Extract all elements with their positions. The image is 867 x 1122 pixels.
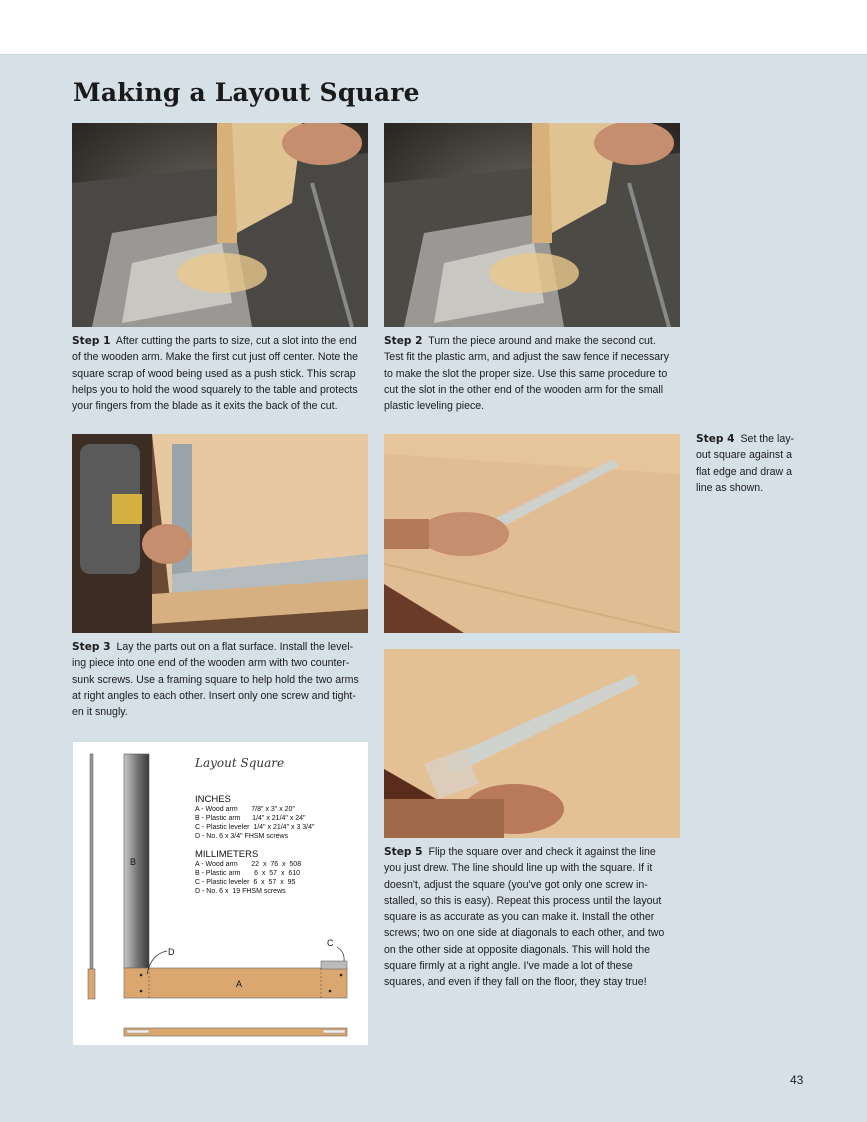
step1-photo xyxy=(72,123,368,327)
screw-d2 xyxy=(140,990,143,993)
screw-c1 xyxy=(340,974,343,977)
inches-row: C - Plastic leveler 1/4" x 21/4" x 3 3/4" xyxy=(195,824,315,831)
step3-label: Step 3 xyxy=(72,641,111,653)
mm-row: C - Plastic leveler 6 x 57 x 95 xyxy=(195,879,296,886)
plastic-arm-b xyxy=(124,754,149,968)
screw-d1 xyxy=(140,974,143,977)
inches-heading: INCHES xyxy=(195,794,231,805)
step3-photo xyxy=(72,434,368,633)
step1-caption: Step 1 After cutting the parts to size, cut a slot into the end of the wooden arm. Make the first cut just off center. Note the square scrap of wood being used as a push stick. This scrap helps you to hold the wood squarely to the table and protects your fingers from the blade as it exits the back of the cut. xyxy=(72,335,358,413)
page-number: 43 xyxy=(790,1073,804,1087)
screw-c2 xyxy=(329,990,332,993)
page-title: Making a Layout Square xyxy=(73,78,420,107)
label-a: A xyxy=(236,979,243,989)
inches-row: D - No. 6 x 3/4" FHSM screws xyxy=(195,833,289,840)
step4-label: Step 4 xyxy=(696,433,735,445)
top-margin xyxy=(0,0,867,55)
plastic-leveler-c xyxy=(321,961,347,969)
step4-photo xyxy=(384,434,680,633)
step3-caption: Step 3 Lay the parts out on a flat surface. Install the level- ing piece into one end of the wooden arm with two counter- sunk screws. Use a framing square to help hold the two arms at right angles to each other. Insert only one screw and tight- en it snugly. xyxy=(72,641,359,719)
step5-photo xyxy=(384,649,680,838)
inches-row: A - Wood arm 7/8" x 3" x 20" xyxy=(195,806,295,813)
mm-row: A - Wood arm 22 x 76 x 508 xyxy=(195,861,302,868)
step4-caption: Step 4 Set the lay- out square against a flat edge and draw a line as shown. xyxy=(696,433,795,494)
side-view-wood-end xyxy=(88,969,95,999)
side-view-plastic xyxy=(90,754,93,969)
diagram-title: Layout Square xyxy=(195,756,285,770)
mm-row: B - Plastic arm 6 x 57 x 610 xyxy=(195,870,301,877)
label-d: D xyxy=(168,947,175,957)
mm-row: D - No. 6 x 19 FHSM screws xyxy=(195,888,286,895)
bottom-view-wood xyxy=(124,1028,347,1036)
inches-row: B - Plastic arm 1/4" x 21/4" x 24" xyxy=(195,815,306,822)
label-c: C xyxy=(327,938,334,948)
step2-photo xyxy=(384,123,680,327)
step2-label: Step 2 xyxy=(384,335,423,347)
step1-label: Step 1 xyxy=(72,335,111,347)
step2-caption: Step 2 Turn the piece around and make the second cut. Test fit the plastic arm, and adjust the saw fence if necessary to make the slot the proper size. Use this same procedure to cut the slot in the other end of the wooden arm for the small plastic leveling piece. xyxy=(384,335,669,413)
mm-heading: MILLIMETERS xyxy=(195,849,259,860)
layout-square-diagram xyxy=(73,742,368,1045)
step5-caption: Step 5 Flip the square over and check it against the line you just drew. The line should line up with the square. If it doesn't, adjust the square (you've got only one screw in- stalled, so this is easy). Repeat this process until the layout square is as accurate as you can make it. Install the other screws; two on one side at diagonals to each other, and two on the other side at opposite diagonals. This will hold the square firmly at a right angle. I've made a lot of these squares, and even if they fall on the floor, they stay true! xyxy=(384,846,665,989)
label-b: B xyxy=(130,857,137,867)
step5-label: Step 5 xyxy=(384,846,423,858)
